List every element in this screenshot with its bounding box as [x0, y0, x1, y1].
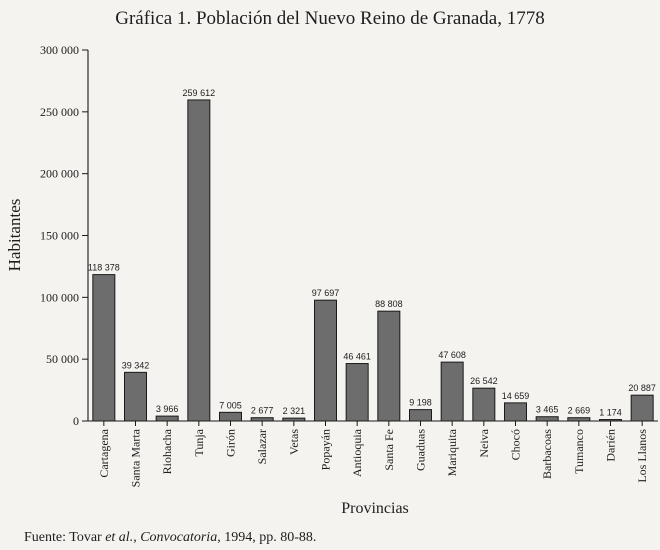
data-label: 2 321: [282, 406, 306, 417]
bar: [505, 403, 527, 421]
y-tick-label: 150 000: [40, 228, 79, 243]
data-label: 1 174: [599, 407, 622, 418]
y-tick-label: 0: [73, 414, 79, 428]
x-tick-label: Girón: [223, 429, 238, 457]
bar: [410, 410, 432, 421]
x-tick-label: Tunja: [191, 429, 206, 457]
data-label: 2 669: [567, 405, 591, 416]
source-work: Convocatoria: [140, 530, 218, 545]
data-label: 3 966: [155, 404, 179, 415]
y-tick-label: 200 000: [40, 166, 79, 181]
x-tick-label: Antioquia: [350, 429, 365, 477]
data-label: 7 005: [219, 400, 242, 411]
bar: [378, 311, 400, 421]
x-tick-label: Los Llanos: [635, 429, 650, 483]
bar: [125, 372, 147, 421]
data-label: 26 542: [470, 376, 498, 387]
x-tick-label: Darién: [603, 429, 618, 462]
x-tick-label: Tumanco: [571, 429, 586, 474]
bar: [220, 412, 242, 421]
x-tick-label: Barbacoas: [540, 429, 555, 479]
bar: [568, 418, 590, 421]
data-label: 39 342: [121, 360, 150, 371]
source-suffix: , 1994, pp. 80-88.: [217, 530, 317, 545]
plot-area: [40, 43, 658, 487]
x-tick-label: Chocó: [508, 429, 523, 461]
x-tick-label: Cartagena: [96, 429, 111, 478]
source-etal: et al.: [105, 530, 134, 545]
data-label: 20 887: [628, 383, 656, 394]
data-label: 259 612: [182, 87, 216, 98]
data-label: 97 697: [311, 288, 340, 299]
source-note: [24, 530, 316, 545]
y-tick-label: 50 000: [46, 352, 79, 367]
y-tick-label: 300 000: [40, 43, 79, 57]
x-tick-label: Riohacha: [160, 429, 175, 475]
y-axis-label: Habitantes: [5, 198, 24, 272]
y-tick-label: 100 000: [40, 290, 79, 305]
bar: [188, 100, 210, 421]
x-tick-label: Neiva: [476, 429, 491, 458]
data-label: 9 198: [409, 397, 432, 408]
bar: [283, 418, 305, 421]
bar: [315, 300, 337, 421]
source-mid: ,: [133, 530, 141, 545]
source-prefix: Fuente: Tovar: [24, 530, 106, 545]
data-label: 3 465: [535, 404, 559, 415]
bar: [600, 420, 622, 421]
bar: [536, 417, 558, 421]
x-tick-label: Santa Fe: [381, 429, 396, 471]
bar: [93, 275, 115, 421]
x-tick-label: Salazar: [255, 429, 270, 465]
y-tick-label: 250 000: [40, 104, 79, 119]
data-label: 118 378: [87, 262, 120, 273]
chart-title: Gráfica 1. Población del Nuevo Reino de Granada, 1778: [115, 8, 545, 29]
x-axis-label: Provincias: [341, 500, 409, 517]
bar: [156, 416, 178, 421]
bar: [473, 388, 495, 421]
x-tick-label: Popayán: [318, 429, 333, 471]
bar: [631, 395, 653, 421]
data-label: 47 608: [438, 350, 466, 361]
data-label: 14 659: [501, 390, 530, 401]
data-label: 88 808: [375, 299, 403, 310]
data-label: 46 461: [343, 351, 371, 362]
x-tick-label: Vetas: [286, 429, 301, 455]
x-tick-label: Mariquita: [445, 429, 460, 477]
bar: [441, 362, 463, 421]
bar: [251, 418, 273, 421]
data-label: 2 677: [250, 405, 274, 416]
x-tick-label: Guaduas: [413, 429, 428, 471]
bar: [346, 364, 368, 421]
x-tick-label: Santa Marta: [128, 429, 143, 488]
